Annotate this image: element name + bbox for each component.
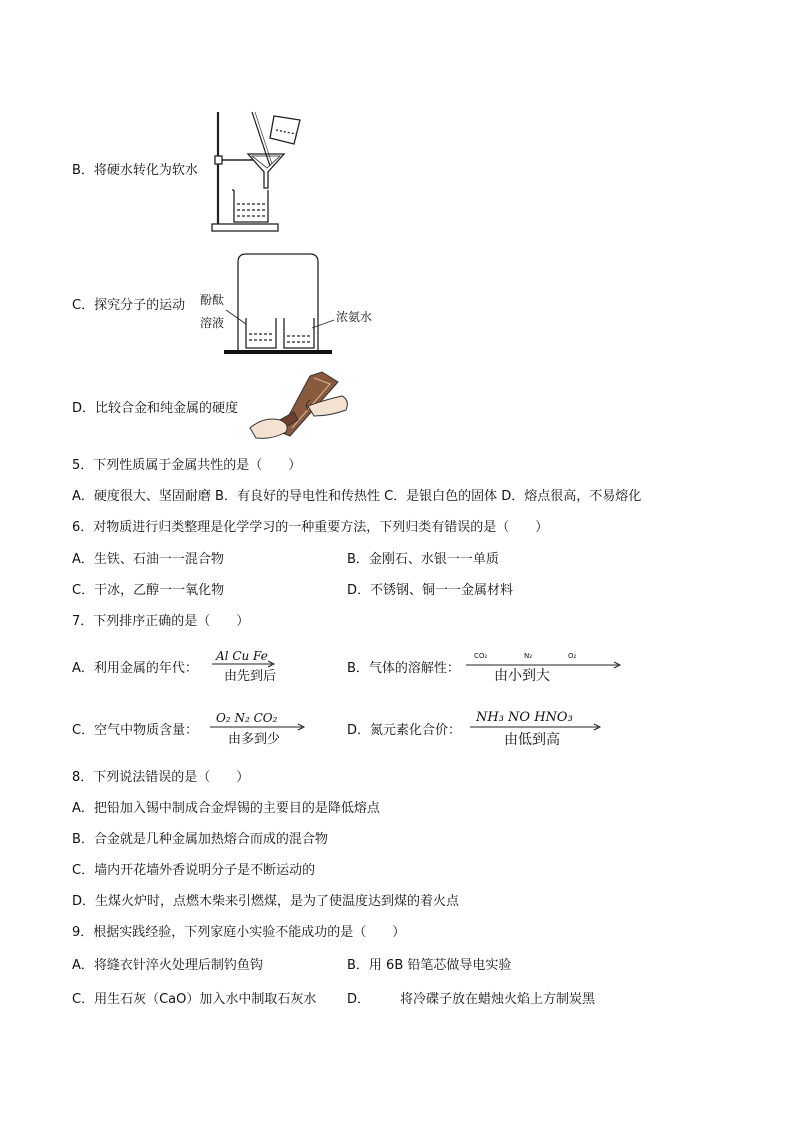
- q8-option-a: A．把铅加入锡中制成合金焊锡的主要目的是降低熔点: [72, 801, 380, 816]
- q9-option-c: C．用生石灰（CaO）加入水中制取石灰水: [72, 992, 317, 1007]
- q8-option-d: D．生煤火炉时，点燃木柴来引燃煤，是为了使温度达到煤的着火点: [72, 894, 460, 909]
- q7-option-c-prefix: C．空气中物质含量：: [72, 723, 199, 738]
- q9-stem: 9．根据实践经验，下列家庭小实验不能成功的是（ ）: [72, 925, 406, 940]
- q8-stem: 8．下列说法错误的是（ ）: [72, 770, 250, 785]
- q7-option-d-direction: 由低到高: [504, 732, 560, 748]
- q6-option-c: C．干冰，乙醇一一氧化物: [72, 583, 225, 598]
- filtration-apparatus-figure: [208, 108, 308, 234]
- molecular-motion-figure: [222, 252, 332, 356]
- q7-option-a-arrow: [212, 661, 276, 667]
- q5-options: A．硬度很大、坚固耐磨 B．有良好的导电性和传热性 C．是银白色的固体 D．熔点很高，不易熔化: [72, 489, 642, 504]
- q7-option-b-gas-2: N₂: [524, 652, 533, 660]
- q7-option-b-prefix: B．气体的溶解性：: [347, 661, 460, 676]
- hardness-comparison-figure: [250, 370, 350, 446]
- q6-stem: 6．对物质进行归类整理是化学学习的一种重要方法，下列归类有错误的是（ ）: [72, 520, 549, 535]
- q4-option-c: C．探究分子的运动: [72, 298, 186, 313]
- q9-option-d-text: 将冷碟子放在蜡烛火焰上方制炭黑: [400, 992, 596, 1007]
- q4-option-d: D．比较合金和纯金属的硬度: [72, 401, 239, 416]
- q5-stem: 5．下列性质属于金属共性的是（ ）: [72, 458, 302, 473]
- q6-option-b: B．金刚石、水银一一单质: [347, 552, 499, 567]
- q9-option-a: A．将缝衣针淬火处理后制钓鱼钩: [72, 958, 263, 973]
- q9-option-b: B．用 6B 铅笔芯做导电实验: [347, 958, 512, 973]
- q7-option-b-gas-3: O₂: [568, 652, 577, 660]
- q7-option-d-arrow: [470, 724, 602, 730]
- q7-option-c-arrow: [210, 724, 306, 730]
- q9-option-d-letter: D．: [347, 992, 371, 1007]
- q7-option-a-direction: 由先到后: [224, 669, 277, 684]
- q6-option-d: D．不锈钢、铜一一金属材料: [347, 583, 514, 598]
- q7-stem: 7．下列排序正确的是（ ）: [72, 614, 250, 629]
- q8-option-b: B．合金就是几种金属加热熔合而成的混合物: [72, 832, 328, 847]
- phenolphthalein-label-2: 溶液: [200, 316, 225, 330]
- ammonia-label: 浓氨水: [336, 310, 373, 324]
- q7-option-c-direction: 由多到少: [228, 732, 281, 747]
- phenolphthalein-label-1: 酚酞: [200, 293, 225, 307]
- q7-option-a-prefix: A．利用金属的年代：: [72, 661, 198, 676]
- q7-option-d-sequence: NH₃ NO HNO₃: [476, 710, 573, 725]
- q6-option-a: A．生铁、石油一一混合物: [72, 552, 224, 567]
- q7-option-d-prefix: D．氮元素化合价：: [347, 723, 462, 738]
- q7-option-b-gas-1: CO₂: [474, 652, 488, 660]
- q7-option-b-direction: 由小到大: [494, 668, 550, 684]
- q8-option-c: C．墙内开花墙外香说明分子是不断运动的: [72, 863, 316, 878]
- q7-option-a-sequence: Al Cu Fe: [216, 649, 268, 663]
- q7-option-c-sequence: O₂ N₂ CO₂: [216, 711, 278, 725]
- q4-option-b: B．将硬水转化为软水: [72, 163, 198, 178]
